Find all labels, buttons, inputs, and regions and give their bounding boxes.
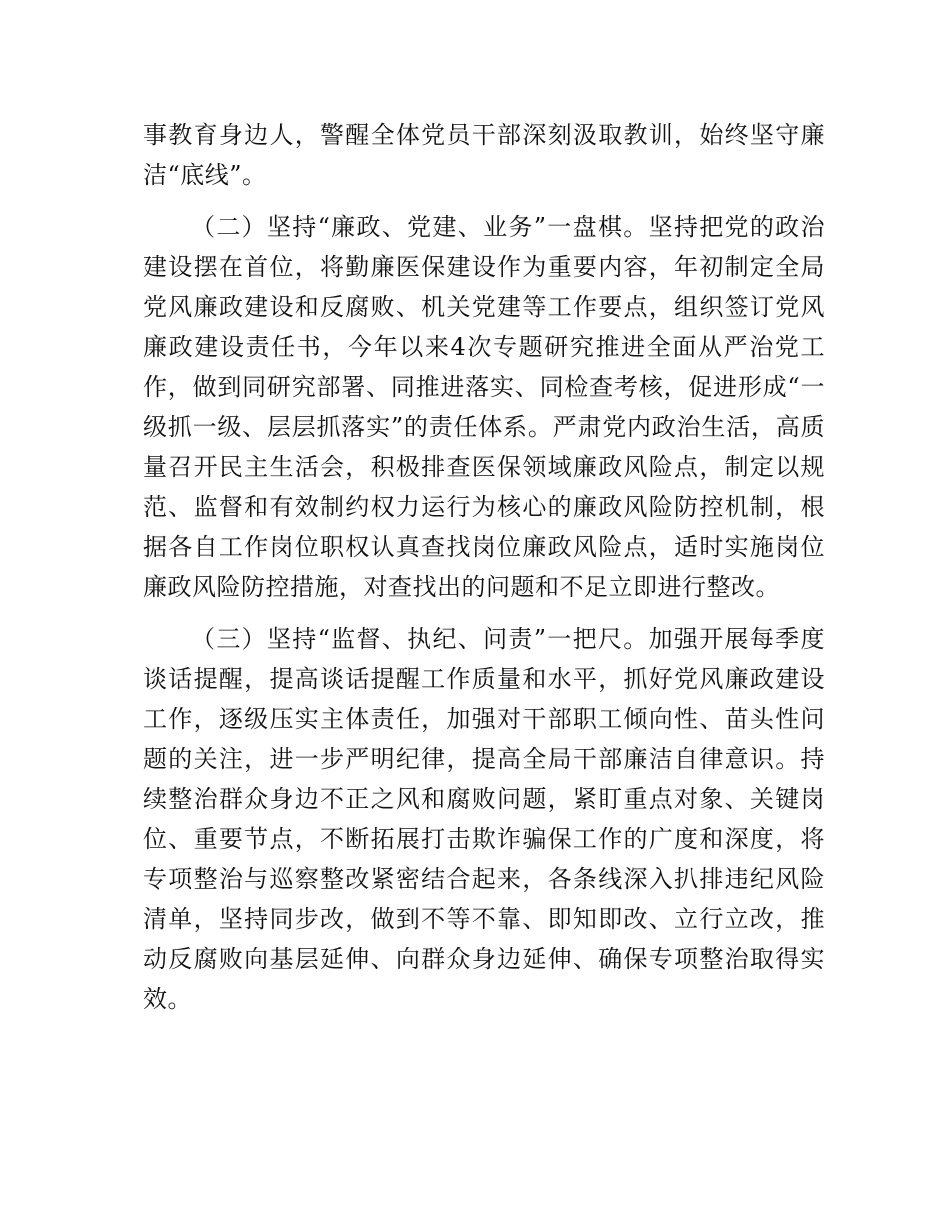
document-body: [143, 115, 825, 1031]
paragraph-section-two: （二）坚持“廉政、党建、业务”一盘棋。坚持把党的政治建设摆在首位，将勤廉医保建设作为重要内容，年初制定全局党风廉政建设和反腐败、机关党建等工作要点，组织签订党风廉政建设责任书，今年以来4次专题研究推进全面从严治党工作，做到同研究部署、同推进落实、同检查考核，促进形成“一级抓一级、层层抓落实”的责任体系。严肃党内政治生活，高质量召开民主生活会，积极排查医保领域廉政风险点，制定以规范、监督和有效制约权力运行为核心的廉政风险防控机制，根据各自工作岗位职权认真查找岗位廉政风险点，适时实施岗位廉政风险防控措施，对查找出的问题和不足立即进行整改。: [143, 213, 825, 601]
paragraph-continuation: 事教育身边人，警醒全体党员干部深刻汲取教训，始终坚守廉洁“底线”。: [143, 121, 825, 189]
paragraph-section-three: （三）坚持“监督、执纪、问责”一把尺。加强开展每季度谈话提醒，提高谈话提醒工作质量和水平，抓好党风廉政建设工作，逐级压实主体责任，加强对干部职工倾向性、苗头性问题的关注，进一步严明纪律，提高全局干部廉洁自律意识。持续整治群众身边不正之风和腐败问题，紧盯重点对象、关键岗位、重要节点，不断拓展打击欺诈骗保工作的广度和深度，将专项整治与巡察整改紧密结合起来，各条线深入扒排违纪风险清单，坚持同步改，做到不等不靠、即知即改、立行立改，推动反腐败向基层延伸、向群众身边延伸、确保专项整治取得实效。: [143, 625, 825, 1013]
